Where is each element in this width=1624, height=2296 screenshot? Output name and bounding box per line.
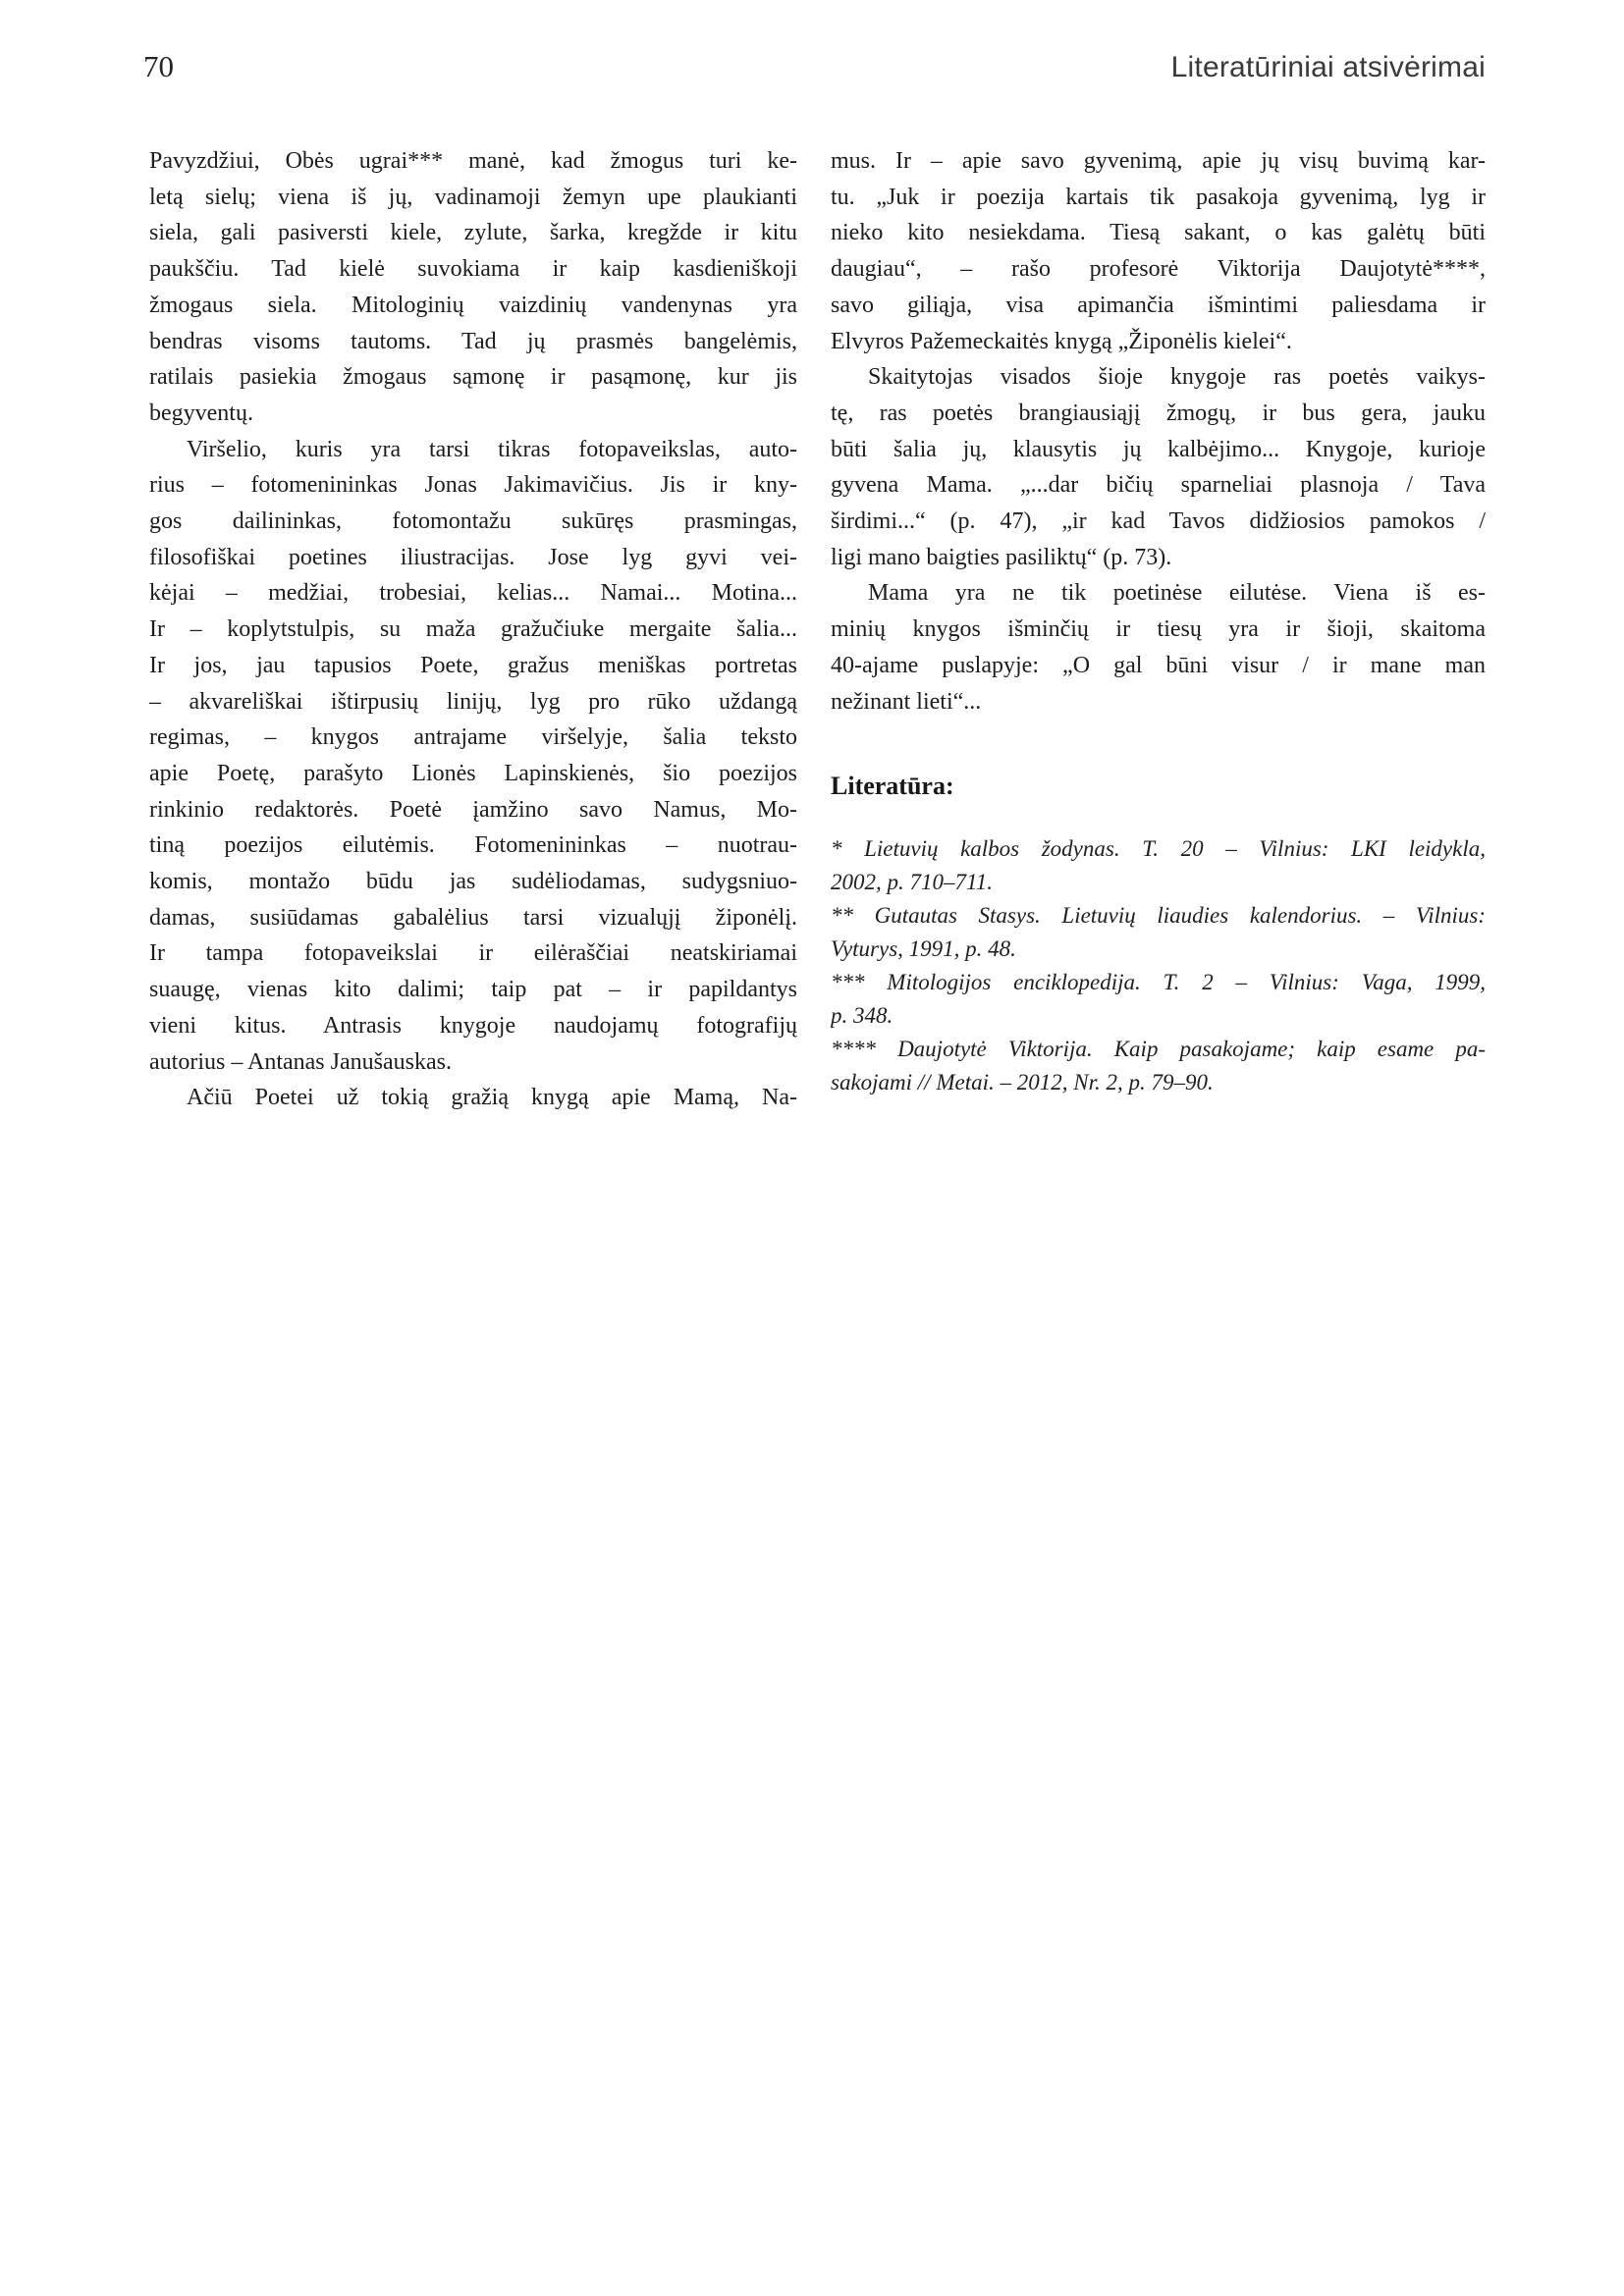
text-line: Skaitytojas visados šioje knygoje ras poetės vaikys- bbox=[868, 364, 1486, 391]
text-line: siela, gali pasiversti kiele, zylute, šarka, kregžde ir kitu bbox=[149, 220, 797, 246]
text-line: autorius – Antanas Janušauskas. bbox=[149, 1048, 452, 1075]
text-line: rinkinio redaktorės. Poetė įamžino savo Namus, Mo- bbox=[149, 796, 797, 823]
bibliography-entry bbox=[831, 899, 1486, 966]
text-line: nieko kito nesiekdama. Tiesą sakant, o kas galėtų būti bbox=[831, 220, 1486, 246]
text-line: rius – fotomenininkas Jonas Jakimavičius. Jis ir kny- bbox=[149, 472, 797, 499]
text-line: savo giliąja, visa apimančia išmintimi paliesdama ir bbox=[831, 292, 1486, 318]
text-line: paukščiu. Tad kielė suvokiama ir kaip kasdieniškoji bbox=[149, 256, 797, 283]
text-line: Ačiū Poetei už tokią gražią knygą apie Mamą, Na- bbox=[187, 1085, 797, 1111]
text-line: gyvena Mama. „...dar bičių sparneliai plasnoja / Tava bbox=[831, 472, 1486, 499]
text-line: daugiau“, – rašo profesorė Viktorija Daujotytė****, bbox=[831, 256, 1486, 283]
text-line: bendras visoms tautoms. Tad jų prasmės bangelėmis, bbox=[149, 328, 797, 354]
right-column bbox=[831, 143, 1486, 1116]
text-line: tu. „Juk ir poezija kartais tik pasakoja gyvenimą, lyg ir bbox=[831, 184, 1486, 210]
text-line: žmogaus siela. Mitologinių vaizdinių vandenynas yra bbox=[149, 292, 797, 318]
paragraph bbox=[149, 143, 797, 432]
text-line: regimas, – knygos antrajame viršelyje, šalia teksto bbox=[149, 724, 797, 751]
text-line: apie Poetę, parašyto Lionės Lapinskienės, šio poezijos bbox=[149, 760, 797, 786]
text-line: būti šalia jų, klausytis jų kalbėjimo... Knygoje, kurioje bbox=[831, 436, 1486, 462]
text-line: gos dailininkas, fotomontažu sukūręs prasmingas, bbox=[149, 508, 797, 535]
text-line: ratilais pasiekia žmogaus sąmonę ir pasąmonę, kur jis bbox=[149, 364, 797, 391]
left-column bbox=[149, 143, 797, 1116]
text-line: komis, montažo būdu jas sudėliodamas, sudygsniuo- bbox=[149, 869, 797, 895]
bibliography-entry bbox=[831, 832, 1486, 899]
text-line: tę, ras poetės brangiausiąjį žmogų, ir bus gera, jauku bbox=[831, 400, 1486, 426]
right-column-paragraphs bbox=[831, 143, 1486, 720]
bibliography-entry bbox=[831, 966, 1486, 1033]
text-line: Elvyros Pažemeckaitės knygą „Žiponėlis kielei“. bbox=[831, 328, 1292, 354]
text-line: suaugę, vienas kito dalimi; taip pat – ir papildantys bbox=[149, 977, 797, 1003]
text-line: vieni kitus. Antrasis knygoje naudojamų fotografijų bbox=[149, 1012, 797, 1039]
text-line: * Lietuvių kalbos žodynas. T. 20 – Vilnius: LKI leidykla, bbox=[831, 835, 1486, 861]
text-line: 40-ajame puslapyje: „O gal būni visur / ir mane man bbox=[831, 652, 1486, 678]
text-line: begyventų. bbox=[149, 400, 253, 426]
text-line: – akvareliškai ištirpusių linijų, lyg pro rūko uždangą bbox=[149, 688, 797, 715]
text-line: tiną poezijos eilutėmis. Fotomenininkas – nuotrau- bbox=[149, 832, 797, 859]
text-line: minių knygos išminčių ir tiesų yra ir šioji, skaitoma bbox=[831, 616, 1486, 643]
text-line: mus. Ir – apie savo gyvenimą, apie jų visų buvimą kar- bbox=[831, 148, 1486, 174]
text-line: kėjai – medžiai, trobesiai, kelias... Namai... Motina... bbox=[149, 580, 797, 607]
paragraph bbox=[831, 143, 1486, 359]
running-title: Literatūriniai atsivėrimai bbox=[1170, 51, 1486, 83]
text-line: ** Gutautas Stasys. Lietuvių liaudies kalendorius. – Vilnius: bbox=[831, 902, 1486, 928]
text-line: *** Mitologijos enciklopedija. T. 2 – Vilnius: Vaga, 1999, bbox=[831, 969, 1486, 994]
page-header bbox=[143, 49, 1486, 84]
paragraph bbox=[149, 432, 797, 1081]
text-line: filosofiškai poetines iliustracijas. Jose lyg gyvi vei- bbox=[149, 544, 797, 570]
text-line: sakojami // Metai. – 2012, Nr. 2, p. 79–90. bbox=[831, 1069, 1214, 1095]
paragraph bbox=[831, 359, 1486, 575]
text-line: Ir jos, jau tapusios Poete, gražus meniškas portretas bbox=[149, 652, 797, 678]
paragraph bbox=[831, 575, 1486, 720]
text-line: p. 348. bbox=[831, 1002, 893, 1028]
text-line: Vyturys, 1991, p. 48. bbox=[831, 935, 1016, 961]
text-line: nežinant lieti“... bbox=[831, 688, 982, 715]
text-line: Viršelio, kuris yra tarsi tikras fotopaveikslas, auto- bbox=[187, 436, 797, 462]
text-line: Ir – koplytstulpis, su maža gražučiuke mergaite šalia... bbox=[149, 616, 797, 643]
text-line: Pavyzdžiui, Obės ugrai*** manė, kad žmogus turi ke- bbox=[149, 148, 797, 174]
literatura-entries bbox=[831, 832, 1486, 1099]
paragraph bbox=[149, 1080, 797, 1116]
page-number: 70 bbox=[143, 49, 174, 83]
text-line: letą sielų; viena iš jų, vadinamoji žemyn upe plaukianti bbox=[149, 184, 797, 210]
text-line: Ir tampa fotopaveikslai ir eilėraščiai neatskiriamai bbox=[149, 940, 797, 967]
text-line: 2002, p. 710–711. bbox=[831, 869, 994, 894]
text-line: širdimi...“ (p. 47), „ir kad Tavos didžiosios pamokos / bbox=[831, 508, 1486, 535]
two-column-text-block bbox=[149, 143, 1486, 1116]
text-line: Mama yra ne tik poetinėse eilutėse. Viena iš es- bbox=[868, 580, 1486, 607]
text-line: damas, susiūdamas gabalėlius tarsi vizualųjį žiponėlį. bbox=[149, 904, 797, 931]
text-line: **** Daujotytė Viktorija. Kaip pasakojame; kaip esame pa- bbox=[831, 1036, 1486, 1061]
text-line: ligi mano baigties pasiliktų“ (p. 73). bbox=[831, 544, 1172, 570]
literatura-heading: Literatūra: bbox=[831, 772, 954, 801]
bibliography-entry bbox=[831, 1033, 1486, 1099]
